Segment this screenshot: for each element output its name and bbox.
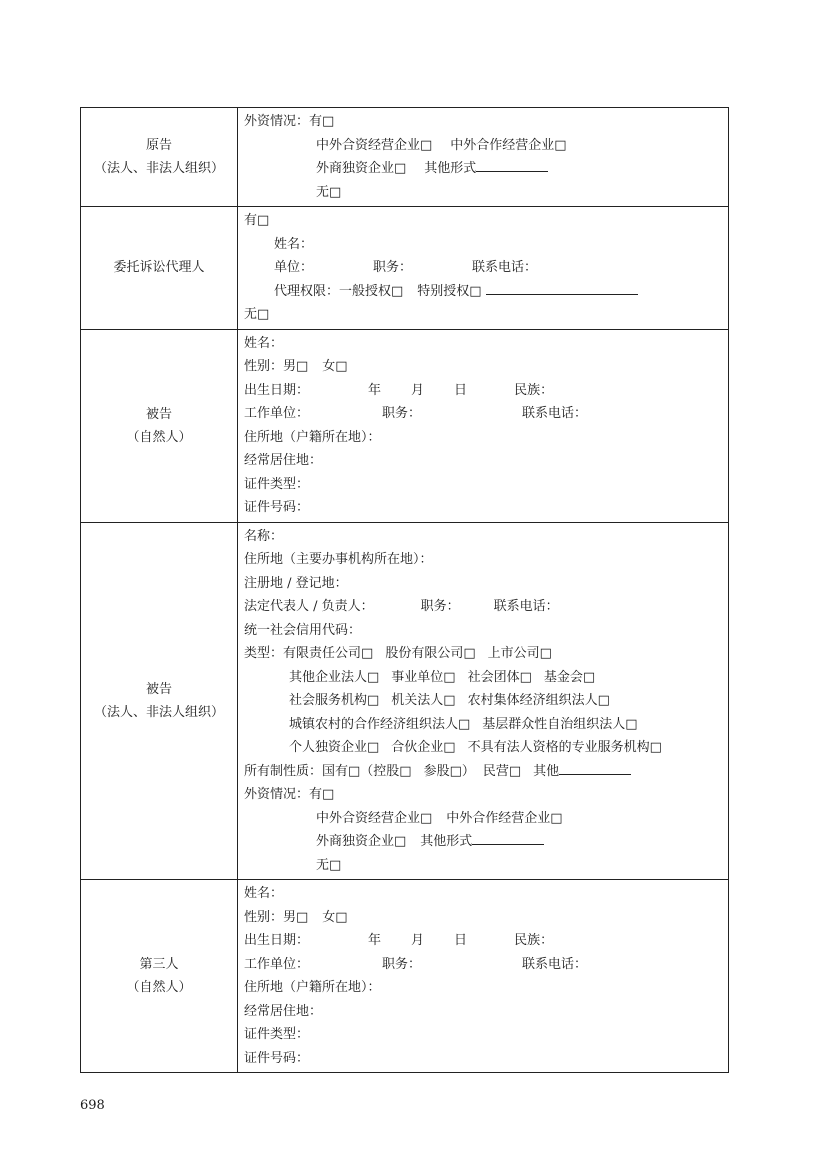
ownership-other-blank[interactable] (559, 760, 631, 775)
third-domicile-field[interactable]: 住所地（户籍所在地）： (244, 980, 381, 995)
third-dob-day-label: 日 (454, 933, 468, 948)
org-position-field[interactable]: 职务： (420, 599, 460, 614)
third-male-checkbox[interactable]: 性别：男□ (244, 909, 309, 925)
org-wfoe-checkbox[interactable]: 外商独资企业□ (316, 834, 407, 849)
org-foreign-yes-checkbox[interactable]: 有□ (309, 787, 335, 802)
third-residence-field[interactable]: 经常居住地： (244, 1003, 323, 1019)
org-phone-field[interactable]: 联系电话： (493, 599, 559, 614)
org-credit-code-field[interactable]: 统一社会信用代码： (244, 622, 362, 638)
ownership-participation-checkbox[interactable]: 参股□） (423, 763, 475, 779)
third-female-checkbox[interactable]: 女□ (322, 909, 348, 925)
org-other-form-blank[interactable] (472, 830, 544, 845)
org-jv-coop-checkbox[interactable]: 中外合作经营企业□ (446, 810, 563, 826)
defendant-person-row (81, 329, 729, 522)
third-dob-year-label: 年 (368, 933, 382, 948)
org-jv-equity-checkbox[interactable]: 中外合资经营企业□ (316, 810, 433, 826)
type-grassroots-checkbox[interactable]: 基层群众性自治组织法人□ (482, 716, 638, 732)
special-authority-checkbox[interactable]: 特别授权□ (417, 283, 482, 299)
foreign-yes-checkbox[interactable]: 有□ (309, 114, 335, 129)
org-type-label: 类型： (244, 646, 284, 661)
defendant-org-label (81, 522, 238, 880)
plaintiff-sublabel: （法人、非法人组织） (93, 161, 224, 176)
defendant-person-label (81, 329, 238, 522)
agent-label-text: 委托诉讼代理人 (113, 260, 205, 276)
third-party-fields (238, 880, 729, 1073)
dob-year-label: 年 (368, 382, 382, 398)
special-authority-blank[interactable] (486, 280, 638, 295)
org-domicile-field[interactable]: 住所地（主要办事机构所在地）： (244, 552, 433, 567)
defendant-ethnicity-field[interactable]: 民族： (514, 382, 554, 398)
type-joint-stock-checkbox[interactable]: 股份有限公司□ (385, 646, 476, 661)
third-id-type-field[interactable]: 证件类型： (244, 1027, 310, 1042)
plaintiff-org-fields (238, 108, 729, 207)
third-phone-field[interactable]: 联系电话： (522, 956, 588, 972)
type-partnership-checkbox[interactable]: 合伙企业□ (391, 740, 456, 755)
plaintiff-label: 原告 (145, 138, 172, 153)
type-other-enterprise-checkbox[interactable]: 其他企业法人□ (289, 669, 380, 685)
defendant-person-fields (238, 329, 729, 522)
defendant-male-checkbox[interactable]: 性别：男□ (244, 359, 309, 374)
third-ethnicity-field[interactable]: 民族： (514, 933, 554, 948)
agent-none-checkbox[interactable]: 无□ (244, 307, 270, 322)
type-llc-checkbox[interactable]: 有限责任公司□ (283, 646, 374, 661)
agent-row (81, 207, 729, 330)
dob-day-label: 日 (454, 382, 468, 398)
defendant-dob-field[interactable]: 出生日期： (244, 382, 310, 398)
org-foreign-none-checkbox[interactable]: 无□ (316, 857, 342, 873)
defendant-id-number-field[interactable]: 证件号码： (244, 500, 310, 515)
third-name-field[interactable]: 姓名： (244, 886, 284, 901)
type-listed-checkbox[interactable]: 上市公司□ (487, 646, 552, 661)
defendant-org-fields (238, 522, 729, 880)
other-form-blank[interactable] (476, 157, 548, 172)
agent-name-field[interactable]: 姓名： (274, 236, 314, 252)
defendant-phone-field[interactable]: 联系电话： (522, 406, 588, 421)
defendant-sublabel: （自然人） (126, 429, 192, 445)
defendant-name-field[interactable]: 姓名： (244, 335, 284, 351)
general-authority-checkbox[interactable]: 代理权限：一般授权□ (274, 283, 404, 299)
defendant-workplace-field[interactable]: 工作单位： (244, 406, 310, 421)
wfoe-checkbox[interactable]: 外商独资企业□ (316, 161, 407, 176)
defendant-label: 被告 (145, 406, 172, 422)
agent-yes-checkbox[interactable]: 有□ (244, 213, 270, 228)
org-name-field[interactable]: 名称： (244, 528, 284, 544)
defendant-residence-field[interactable]: 经常居住地： (244, 453, 323, 468)
dob-month-label: 月 (411, 382, 425, 398)
ownership-other-label: 其他 (533, 763, 560, 779)
ownership-private-checkbox[interactable]: 民营□ (482, 763, 522, 779)
other-form-label: 其他形式 (424, 161, 477, 176)
agent-fields (238, 207, 729, 330)
type-social-group-checkbox[interactable]: 社会团体□ (467, 669, 532, 685)
defendant-org-label-text: 被告 (145, 681, 172, 697)
agent-position-field[interactable]: 职务： (373, 260, 413, 275)
org-foreign-label: 外资情况： (244, 787, 310, 802)
defendant-female-checkbox[interactable]: 女□ (322, 359, 348, 374)
org-registry-field[interactable]: 注册地 / 登记地： (244, 575, 348, 591)
agent-phone-field[interactable]: 联系电话： (472, 260, 538, 275)
jv-coop-checkbox[interactable]: 中外合作经营企业□ (450, 137, 567, 153)
defendant-position-field[interactable]: 职务： (382, 406, 422, 421)
org-other-form-label: 其他形式 (420, 834, 473, 849)
type-social-service-checkbox[interactable]: 社会服务机构□ (289, 693, 380, 708)
type-professional-service-checkbox[interactable]: 不具有法人资格的专业服务机构□ (467, 740, 662, 755)
agent-unit-field[interactable]: 单位： (274, 260, 314, 275)
complaint-form-table (80, 107, 729, 1073)
type-public-institution-checkbox[interactable]: 事业单位□ (391, 669, 456, 685)
defendant-domicile-field[interactable]: 住所地（户籍所在地）： (244, 429, 381, 445)
plaintiff-org-label (81, 108, 238, 207)
type-rural-collective-checkbox[interactable]: 农村集体经济组织法人□ (467, 693, 610, 708)
third-workplace-field[interactable]: 工作单位： (244, 956, 310, 972)
third-party-label-text: 第三人 (139, 957, 179, 972)
type-foundation-checkbox[interactable]: 基金会□ (543, 669, 596, 685)
foreign-investment-label: 外资情况： (244, 114, 310, 129)
type-sole-proprietorship-checkbox[interactable]: 个人独资企业□ (289, 740, 380, 755)
plaintiff-org-row (81, 108, 729, 207)
defendant-id-type-field[interactable]: 证件类型： (244, 476, 310, 492)
third-party-sublabel: （自然人） (126, 980, 192, 995)
defendant-org-row (81, 522, 729, 880)
defendant-org-sublabel: （法人、非法人组织） (93, 704, 224, 720)
org-rep-field[interactable]: 法定代表人 / 负责人： (244, 599, 374, 614)
agent-label (81, 207, 238, 330)
ownership-state-checkbox[interactable]: 所有制性质：国有□（控股□ (244, 763, 412, 779)
third-party-label (81, 880, 238, 1073)
jv-equity-checkbox[interactable]: 中外合资经营企业□ (316, 137, 433, 153)
type-cooperative-checkbox[interactable]: 城镇农村的合作经济组织法人□ (289, 716, 471, 732)
third-id-number-field[interactable]: 证件号码： (244, 1050, 310, 1066)
type-government-checkbox[interactable]: 机关法人□ (391, 693, 456, 708)
third-position-field[interactable]: 职务： (382, 956, 422, 972)
page-number: 698 (80, 1098, 105, 1113)
third-party-row (81, 880, 729, 1073)
foreign-none-checkbox[interactable]: 无□ (316, 184, 342, 200)
third-dob-month-label: 月 (411, 933, 425, 948)
third-dob-field[interactable]: 出生日期： (244, 933, 310, 948)
